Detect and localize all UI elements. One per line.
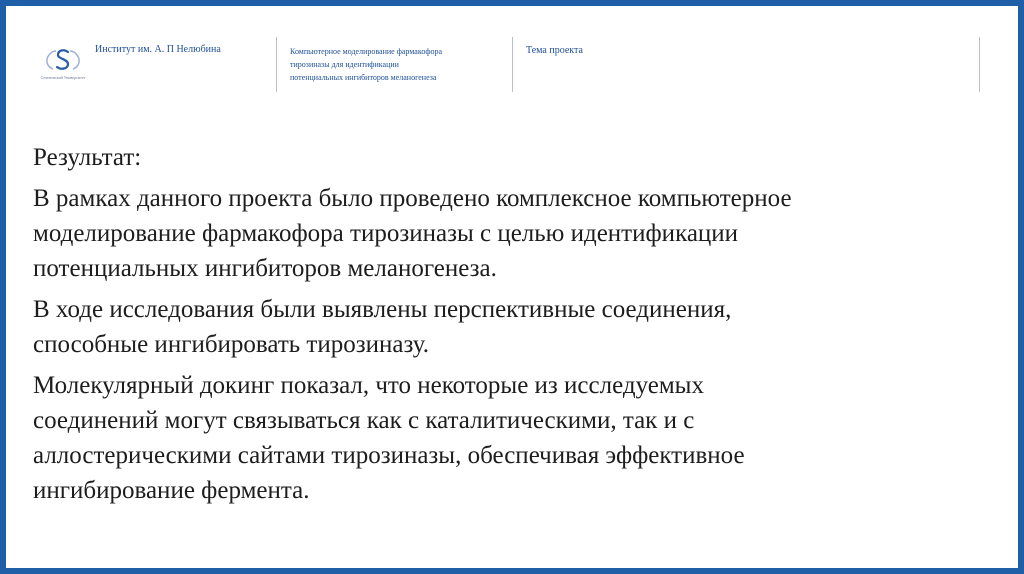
result-heading: Результат: xyxy=(33,144,142,171)
logo-caption: Сеченовский Университет xyxy=(40,75,86,80)
result-paragraph: В ходе исследования были выявлены перспективные соединения, способные ингибировать тирозиназу. xyxy=(33,296,732,358)
university-logo-icon xyxy=(40,44,86,94)
header-divider xyxy=(979,37,980,92)
institute-name: Институт им. А. П Нелюбина xyxy=(95,44,221,55)
topic-label: Тема проекта xyxy=(526,45,583,56)
slide-header xyxy=(6,6,1018,106)
result-paragraph: В рамках данного проекта было проведено комплексное компьютерное моделирование фармакофора тирозиназы с целью идентификации потенциальных ингибиторов меланогенеза. xyxy=(33,185,792,282)
header-divider xyxy=(512,37,513,92)
slide-content xyxy=(33,140,983,514)
result-paragraph: Молекулярный докинг показал, что некоторые из исследуемых соединений могут связываться как с каталитическими, так и с аллостерическими сайтами тирозиназы, обеспечивая эффективное ингибирование фермента. xyxy=(33,372,745,504)
project-title: Компьютерное моделирование фармакофора тирозиназы для идентификации потенциальных ингибиторов меланогенеза xyxy=(290,47,443,82)
header-divider xyxy=(276,37,277,92)
logo-mark xyxy=(40,44,86,76)
